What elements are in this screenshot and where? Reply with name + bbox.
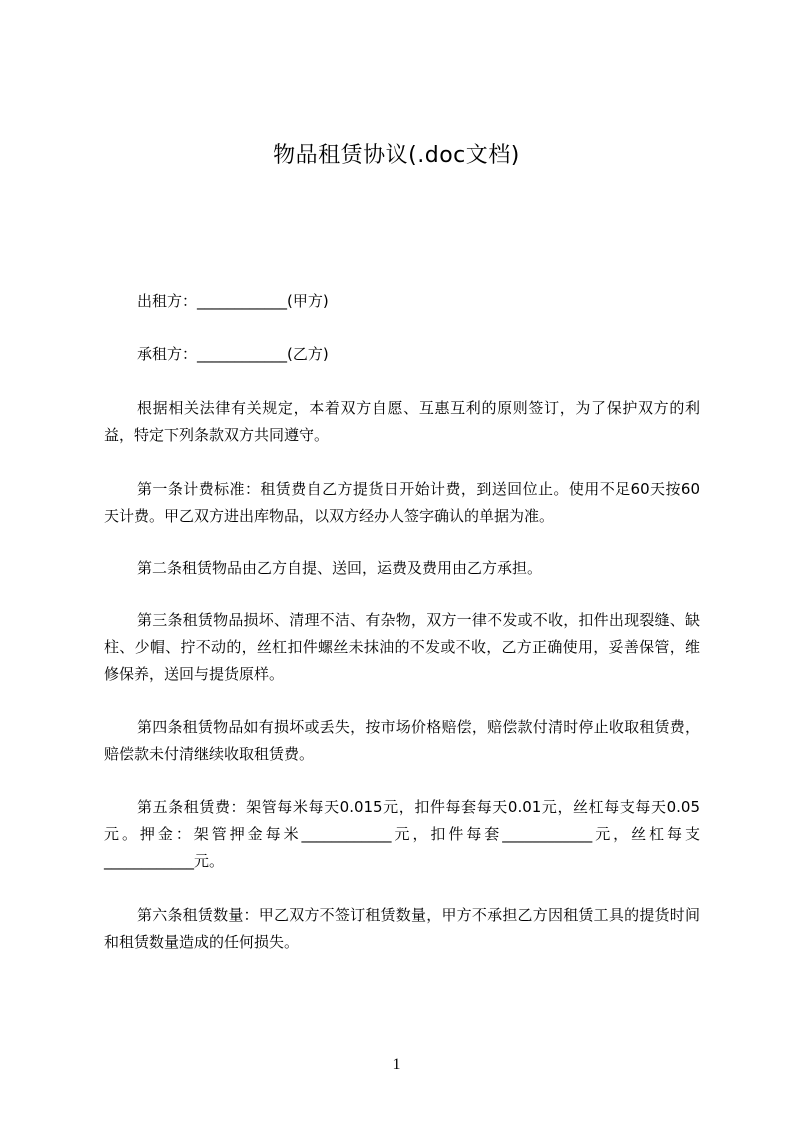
article-6-paragraph: 第六条租赁数量：甲乙双方不签订租赁数量，甲方不承担乙方因租赁工具的提货时间和租赁数量造成的任何损失。: [104, 906, 700, 951]
lessor-line: 出租方：____________(甲方): [137, 292, 329, 310]
article-4-paragraph: 第四条租赁物品如有损坏或丢失，按市场价格赔偿，赔偿款付清时停止收取租赁费，赔偿款未付清继续收取租赁费。: [104, 718, 700, 763]
preamble-paragraph: 根据相关法律有关规定，本着双方自愿、互惠互利的原则签订，为了保护双方的利益，特定下列条款双方共同遵守。: [104, 399, 700, 444]
article-1-paragraph: 第一条计费标准：租赁费自乙方提货日开始计费，到送回位止。使用不足60天按60天计费。甲乙双方进出库物品，以双方经办人签字确认的单据为准。: [104, 480, 700, 525]
document-title: 物品租赁协议(.doc文档): [273, 143, 520, 168]
lessee-line: 承租方：____________(乙方): [137, 345, 329, 363]
article-3-paragraph: 第三条租赁物品损坏、清理不洁、有杂物，双方一律不发或不收，扣件出现裂缝、缺柱、少帽、拧不动的，丝杠扣件螺丝未抹油的不发或不收，乙方正确使用，妥善保管，维修保养，送回与提货原样。: [104, 611, 700, 683]
article-5-paragraph: 第五条租赁费：架管每米每天0.015元，扣件每套每天0.01元，丝杠每支每天0.05元。押金：架管押金每米____________元，扣件每套____________元，丝杠每支____________元。: [104, 798, 700, 870]
article-2-paragraph: 第二条租赁物品由乙方自提、送回，运费及费用由乙方承担。: [137, 559, 543, 577]
page-number: 1: [392, 1056, 401, 1073]
